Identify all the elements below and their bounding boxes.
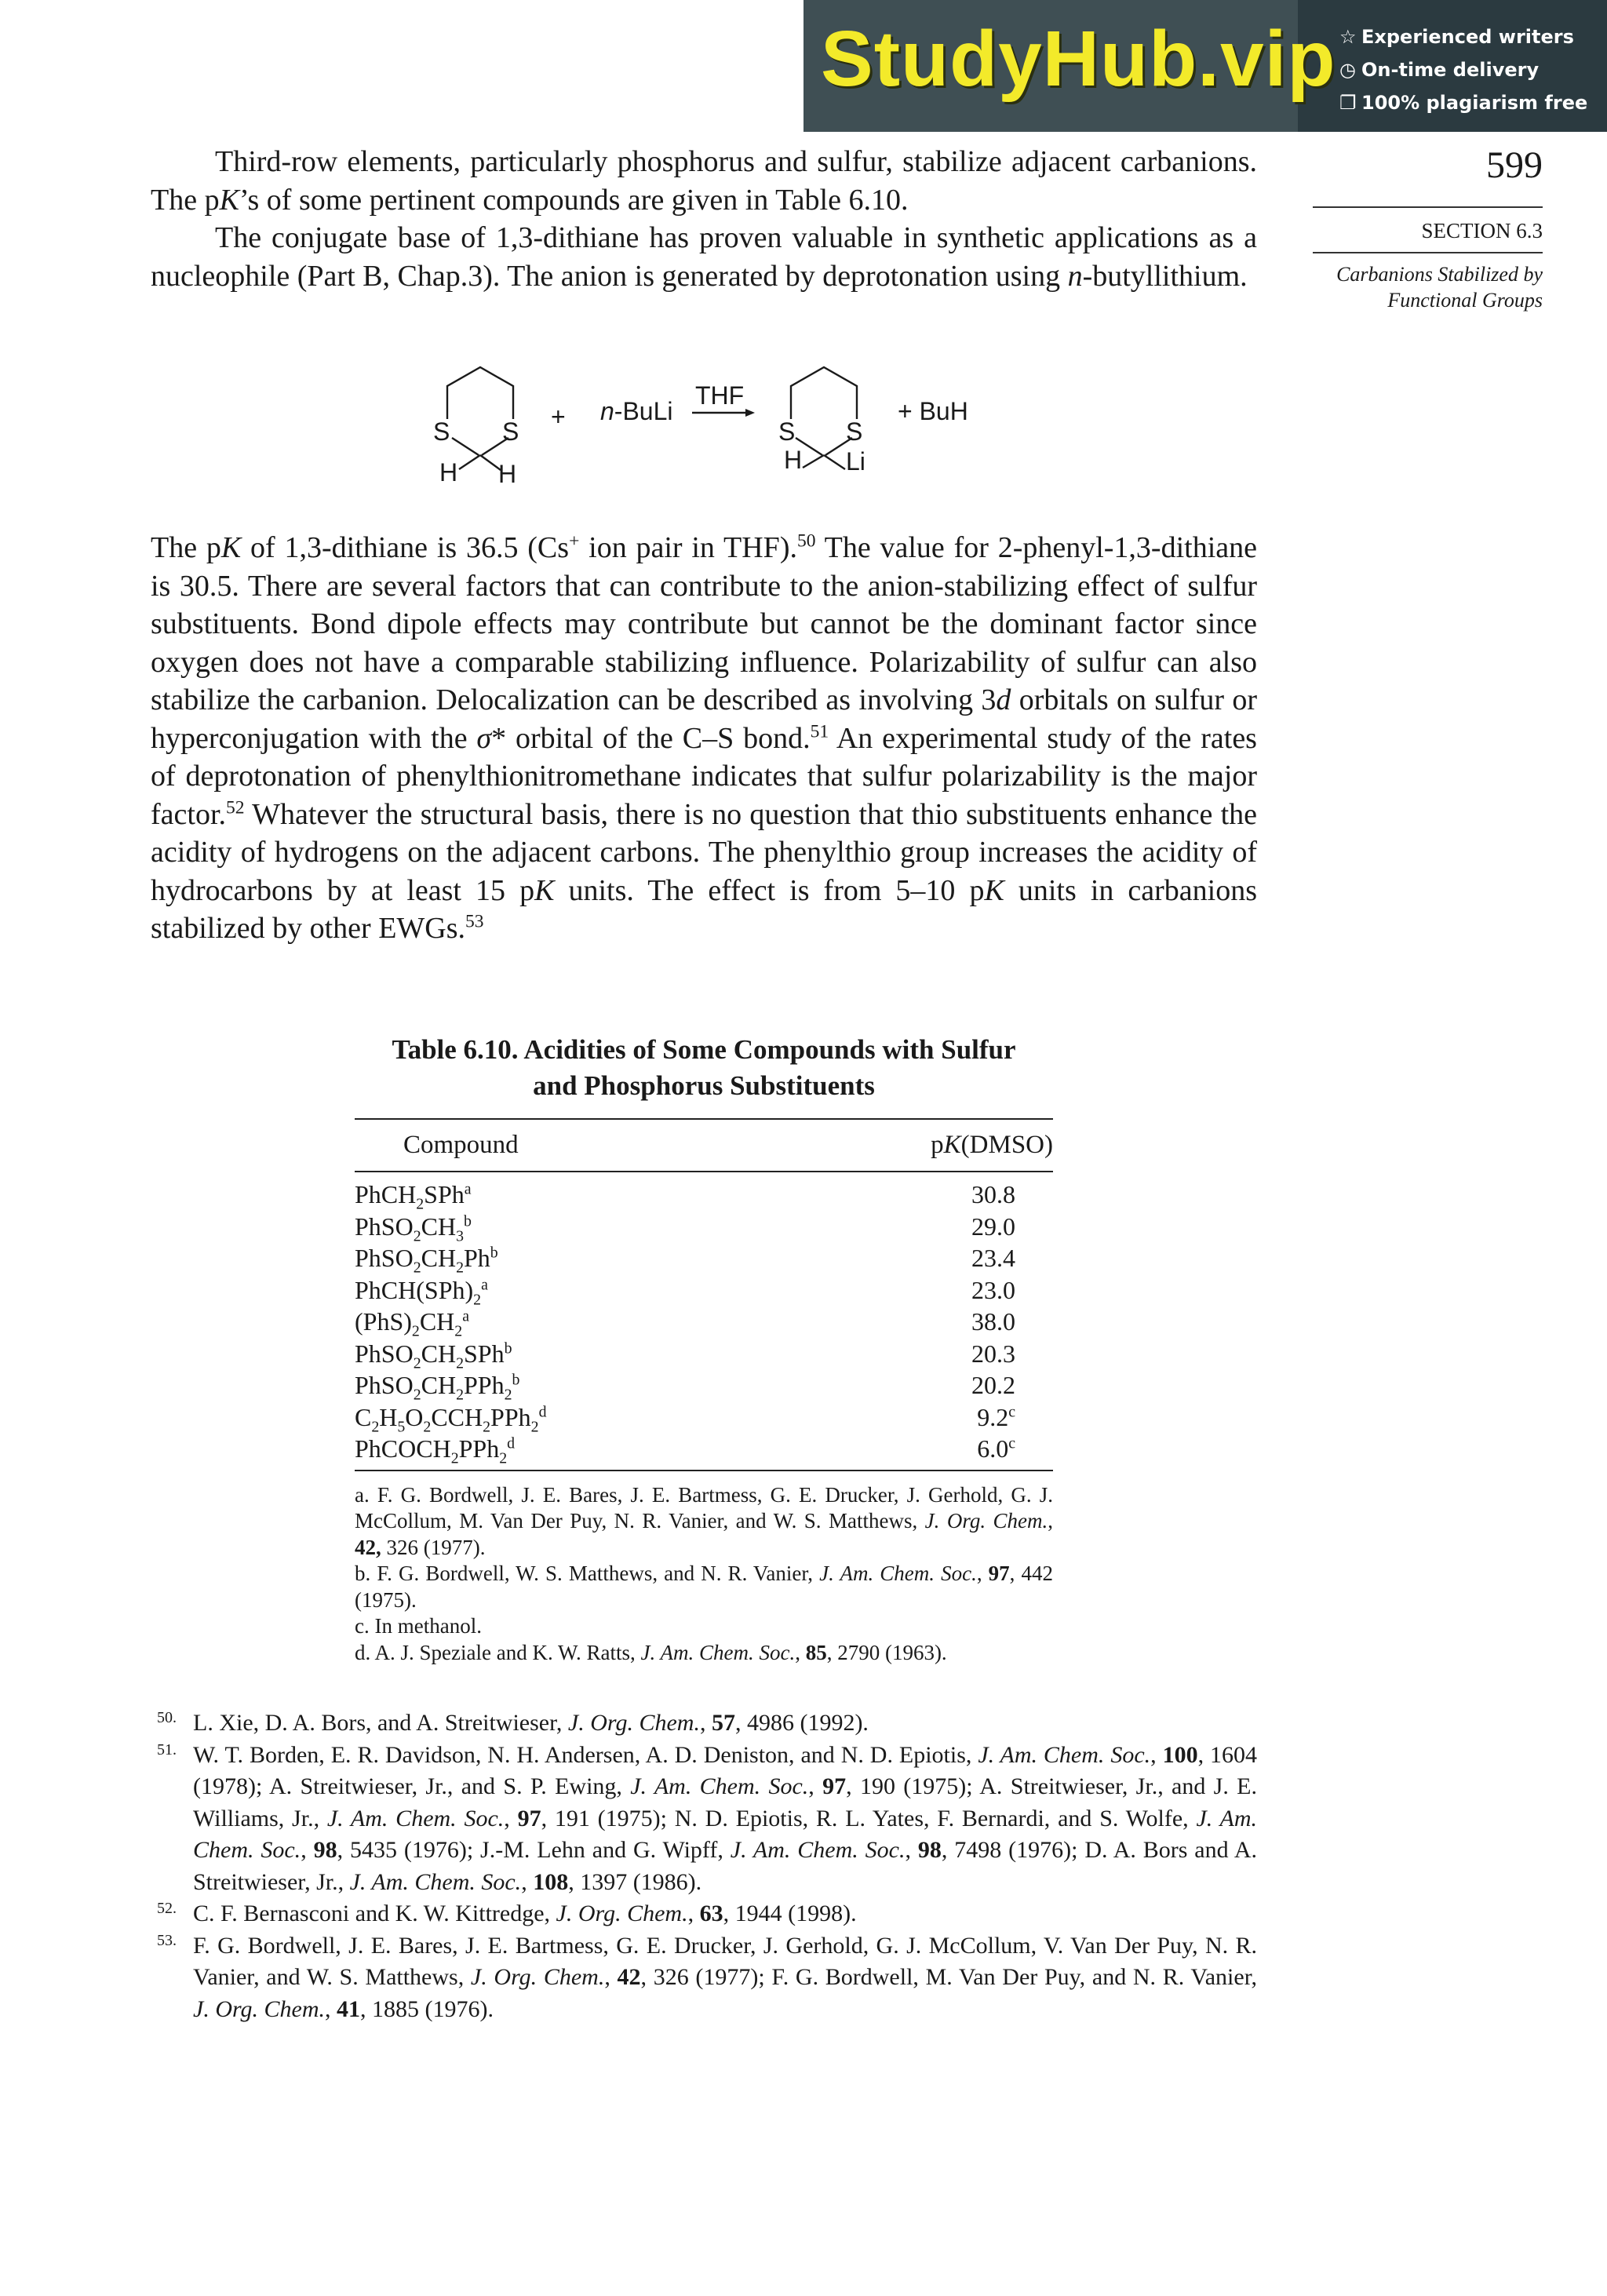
feature-on-time: ◷ On-time delivery xyxy=(1339,53,1587,86)
page-number: 599 xyxy=(1486,144,1543,186)
section-label: SECTION 6.3 xyxy=(1421,219,1543,242)
column-header-compound: Compound xyxy=(403,1131,519,1159)
table-note: b. F. G. Bordwell, W. S. Matthews, and N. R. Vanier, J. Am. Chem. Soc., 97, 442 (1975). xyxy=(355,1562,1054,1612)
dithiane-ring xyxy=(791,367,857,419)
arrow-label: THF xyxy=(695,381,745,410)
acidity-table xyxy=(355,1032,1053,1666)
sulfur-atom: S xyxy=(846,417,863,446)
arrow-head xyxy=(745,409,755,417)
sulfur-atom: S xyxy=(778,417,796,446)
table-row: $PhSO_2CH_3^b$ 29.0 xyxy=(355,1212,1015,1245)
clock-icon: ◷ xyxy=(1339,59,1356,81)
feature-plagiarism-free: ❐ 100% plagiarism free xyxy=(1339,86,1587,119)
table-body xyxy=(355,1172,1053,1470)
paragraph-3: The pK of 1,3-dithiane is 36.5 (Cs+ ion pair in THF).$^{50}$ The value for 2-phenyl-1,3-dithiane is 30.5. There are several factors that can contribute to the anion-stabilizing effect of sulfur substituents. Bond dipole effects may contribute but cannot be the dominant factor since oxygen does not have a comparable stabilizing influence. Polarizability of sulfur can also stabilize the carbanion. Delocalization can be described as involving 3d orbitals on sulfur or hyperconjugation with the σ* orbital of the C–S bond.$^{51}$ An experimental study of the rates of deprotonation of phenylthionitromethane indicates that sulfur polarizability is the major factor.$^{52}$ Whatever the structural basis, there is no question that thio substituents enhance the acidity of hydrogens on the adjacent carbons. The phenylthio group increases the acidity of hydrocarbons by at least 15 pK units. The effect is from 5–10 pK units in carbanions stabilized by other EWGs.$^{53}$ xyxy=(151,530,1258,945)
plus-sign: + xyxy=(551,403,566,431)
table-row: $PhSO_2CH_2SPh^b$ 20.3 xyxy=(355,1339,1015,1372)
intro-text xyxy=(151,143,1257,295)
table-note: c. In methanol. xyxy=(355,1614,482,1638)
footnote-53: 53. F. G. Bordwell, J. E. Bares, J. E. Bartmess, G. E. Drucker, J. Gerhold, G. J. McCollum, V. Van Der Puy, N. R. Vanier, and W. S. Matthews, J. Org. Chem., 42, 326 (1977); F. G. Bordwell, M. Van Der Puy, and N. R. Vanier, J. Org. Chem., 41, 1885 (1976). xyxy=(157,1931,1257,2022)
footnote-51: 51. W. T. Borden, E. R. Davidson, N. H. Andersen, A. D. Deniston, and N. D. Epiotis, J. Am. Chem. Soc., 100, 1604 (1978); A. Streitwieser, Jr., and S. P. Ewing, J. Am. Chem. Soc., 97, 190 (1975); A. Streitwieser, Jr., and J. E. Williams, Jr., J. Am. Chem. Soc., 97, 191 (1975); N. D. Epiotis, R. L. Yates, F. Bernardi, and S. Wolfe, J. Am. Chem. Soc., 98, 5435 (1976); J.-M. Lehn and G. Wipff, J. Am. Chem. Soc., 98, 7498 (1976); D. A. Bors and A. Streitwieser, Jr., J. Am. Chem. Soc., 108, 1397 (1986). xyxy=(157,1740,1258,1895)
logo-text: StudyHub.vip xyxy=(821,15,1336,103)
table-row: $PhCH(SPh)_2^a$ 23.0 xyxy=(355,1275,1015,1308)
table-row: $PhSO_2CH_2PPh_2^b$ 20.2 xyxy=(355,1371,1015,1404)
table-row: $C_2H_5O_2CCH_2PPh_2^d$ 9.2$^c$ xyxy=(355,1402,1015,1435)
reaction-scheme xyxy=(424,359,1067,493)
bond xyxy=(452,438,479,455)
table-rule xyxy=(355,1470,1053,1471)
table-row: $(PhS)_2CH_2^a$ 38.0 xyxy=(355,1307,1015,1340)
discussion-text xyxy=(151,529,1257,948)
margin-rule xyxy=(1313,206,1543,208)
hydrogen-atom: H xyxy=(498,460,517,488)
table-notes xyxy=(355,1482,1053,1667)
column-header-pk: pK(DMSO) xyxy=(931,1131,1053,1159)
lithium-atom: Li xyxy=(846,447,865,476)
banner-logo[interactable] xyxy=(804,0,1336,132)
scheme-bonds xyxy=(424,359,1067,493)
hydrogen-atom: H xyxy=(784,446,803,474)
table-row: PhCOCH$_2$PPh$_2^d$ 6.0$^c$ xyxy=(355,1434,1015,1467)
running-head: Carbanions Stabilized by Functional Groups xyxy=(1336,263,1543,312)
table-title: Table 6.10. Acidities of Some Compounds with Sulfur and Phosphorus Substituents xyxy=(392,1034,1016,1101)
dithiane-ring xyxy=(447,367,513,419)
sulfur-atom: S xyxy=(433,417,450,446)
byproduct: + BuH xyxy=(898,397,968,425)
copy-icon: ❐ xyxy=(1339,92,1357,114)
table-note: a. F. G. Bordwell, J. E. Bares, J. E. Bartmess, G. E. Drucker, J. Gerhold, G. J. McCollum, M. Van Der Puy, N. R. Vanier, and W. S. Matthews, J. Org. Chem., 42, 326 (1977). xyxy=(355,1482,1054,1559)
reagent: n-BuLi xyxy=(600,397,673,425)
bond xyxy=(803,455,824,468)
footnote-52: 52. C. F. Bernasconi and K. W. Kittredge, J. Org. Chem., 63, 1944 (1998). xyxy=(157,1900,857,1926)
feature-experienced-writers: ☆ Experienced writers xyxy=(1339,20,1587,53)
paragraph-2: The conjugate base of 1,3-dithiane has proven valuable in synthetic applications as a nucleophile (Part B, Chap.3). The anion is generated by deprotonation using n-butyllithium. xyxy=(151,221,1257,293)
hydrogen-atom: H xyxy=(439,458,458,487)
bond xyxy=(824,455,845,469)
sulfur-atom: S xyxy=(502,417,519,446)
table-row: $PhSO_2CH_2Ph^b$ 23.4 xyxy=(355,1244,1015,1277)
table-note: d. A. J. Speziale and K. W. Ratts, J. Am. Chem. Soc., 85, 2790 (1963). xyxy=(355,1640,947,1664)
table-header xyxy=(355,1120,1053,1171)
table-row: PhCH$_2$SPh$^a$ 30.8 xyxy=(355,1180,1015,1213)
star-icon: ☆ xyxy=(1339,26,1357,48)
margin-rule xyxy=(1313,252,1543,253)
footnote-50: 50. L. Xie, D. A. Bors, and A. Streitwieser, J. Org. Chem., 57, 4986 (1992). xyxy=(157,1709,869,1736)
banner-features xyxy=(1339,20,1587,119)
bond xyxy=(459,455,480,469)
footnotes xyxy=(157,1707,1257,2025)
paragraph-1: Third-row elements, particularly phosphorus and sulfur, stabilize adjacent carbanions. The pK’s of some pertinent compounds are given in Table 6.10. xyxy=(151,145,1257,217)
ad-banner[interactable] xyxy=(804,0,1607,132)
